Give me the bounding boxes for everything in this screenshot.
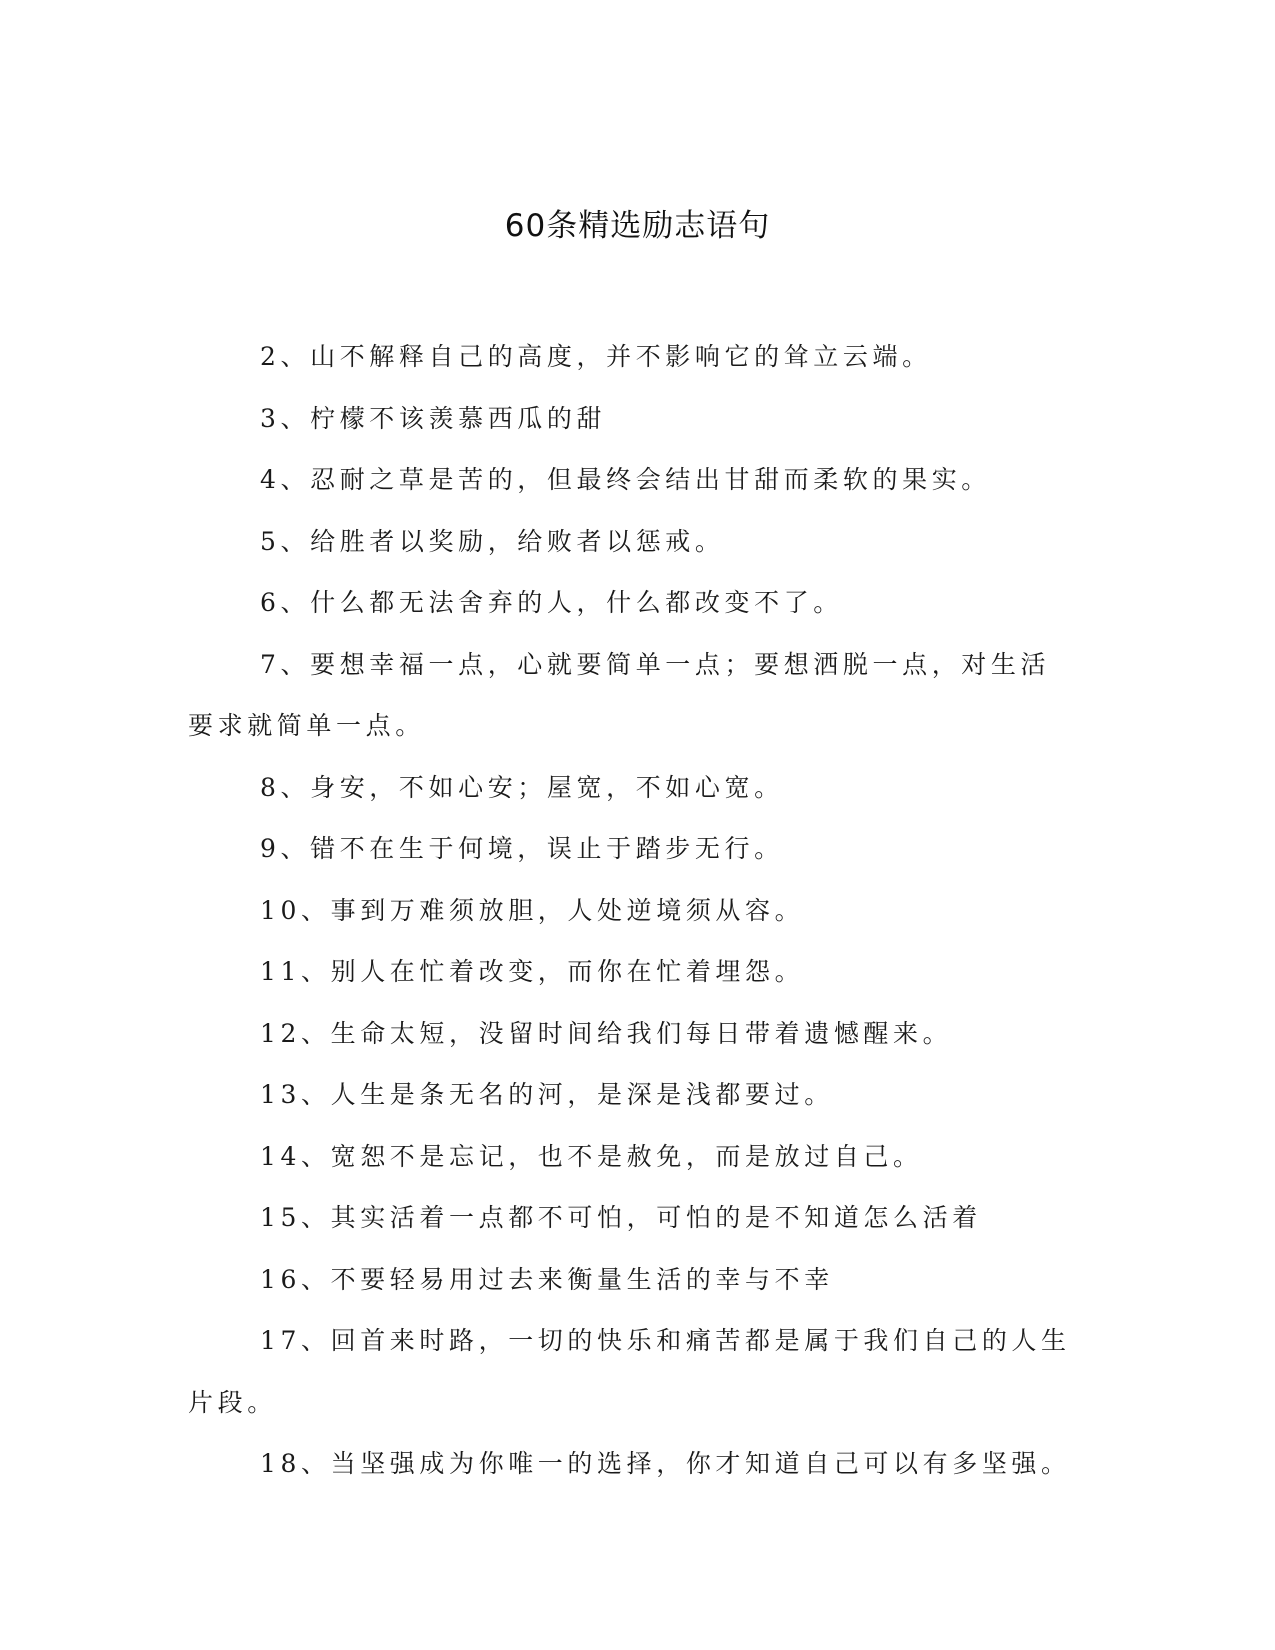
paragraph: 9、错不在生于何境，误止于踏步无行。 xyxy=(260,834,784,863)
document-body xyxy=(188,326,1078,1495)
paragraph: 14、宽恕不是忘记，也不是赦免，而是放过自己。 xyxy=(260,1141,923,1171)
paragraph: 6、什么都无法舍弃的人，什么都改变不了。 xyxy=(260,588,843,617)
paragraph: 5、给胜者以奖励，给败者以惩戒。 xyxy=(260,526,725,556)
paragraph: 7、要想幸福一点，心就要简单一点；要想洒脱一点，对生活要求就简单一点。 xyxy=(188,649,1051,740)
paragraph: 2、山不解释自己的高度，并不影响它的耸立云端。 xyxy=(260,342,932,371)
paragraph: 17、回首来时路，一切的快乐和痛苦都是属于我们自己的人生片段。 xyxy=(188,1326,1071,1417)
paragraph: 11、别人在忙着改变，而你在忙着埋怨。 xyxy=(260,957,805,986)
paragraph: 16、不要轻易用过去来衡量生活的幸与不幸 xyxy=(260,1264,834,1294)
paragraph: 8、身安，不如心安；屋宽，不如心宽。 xyxy=(260,772,784,802)
paragraph: 10、事到万难须放胆，人处逆境须从容。 xyxy=(260,895,805,925)
paragraph: 18、当坚强成为你唯一的选择，你才知道自己可以有多坚强。 xyxy=(260,1449,1071,1478)
paragraph: 15、其实活着一点都不可怕，可怕的是不知道怎么活着 xyxy=(260,1203,982,1232)
paragraph: 12、生命太短，没留时间给我们每日带着遗憾醒来。 xyxy=(260,1018,953,1048)
document-title: 60条精选励志语句 xyxy=(504,208,771,244)
paragraph: 4、忍耐之草是苦的，但最终会结出甘甜而柔软的果实。 xyxy=(260,465,991,494)
paragraph: 13、人生是条无名的河，是深是浅都要过。 xyxy=(260,1080,834,1109)
paragraph: 3、柠檬不该羡慕西瓜的甜 xyxy=(260,403,607,433)
